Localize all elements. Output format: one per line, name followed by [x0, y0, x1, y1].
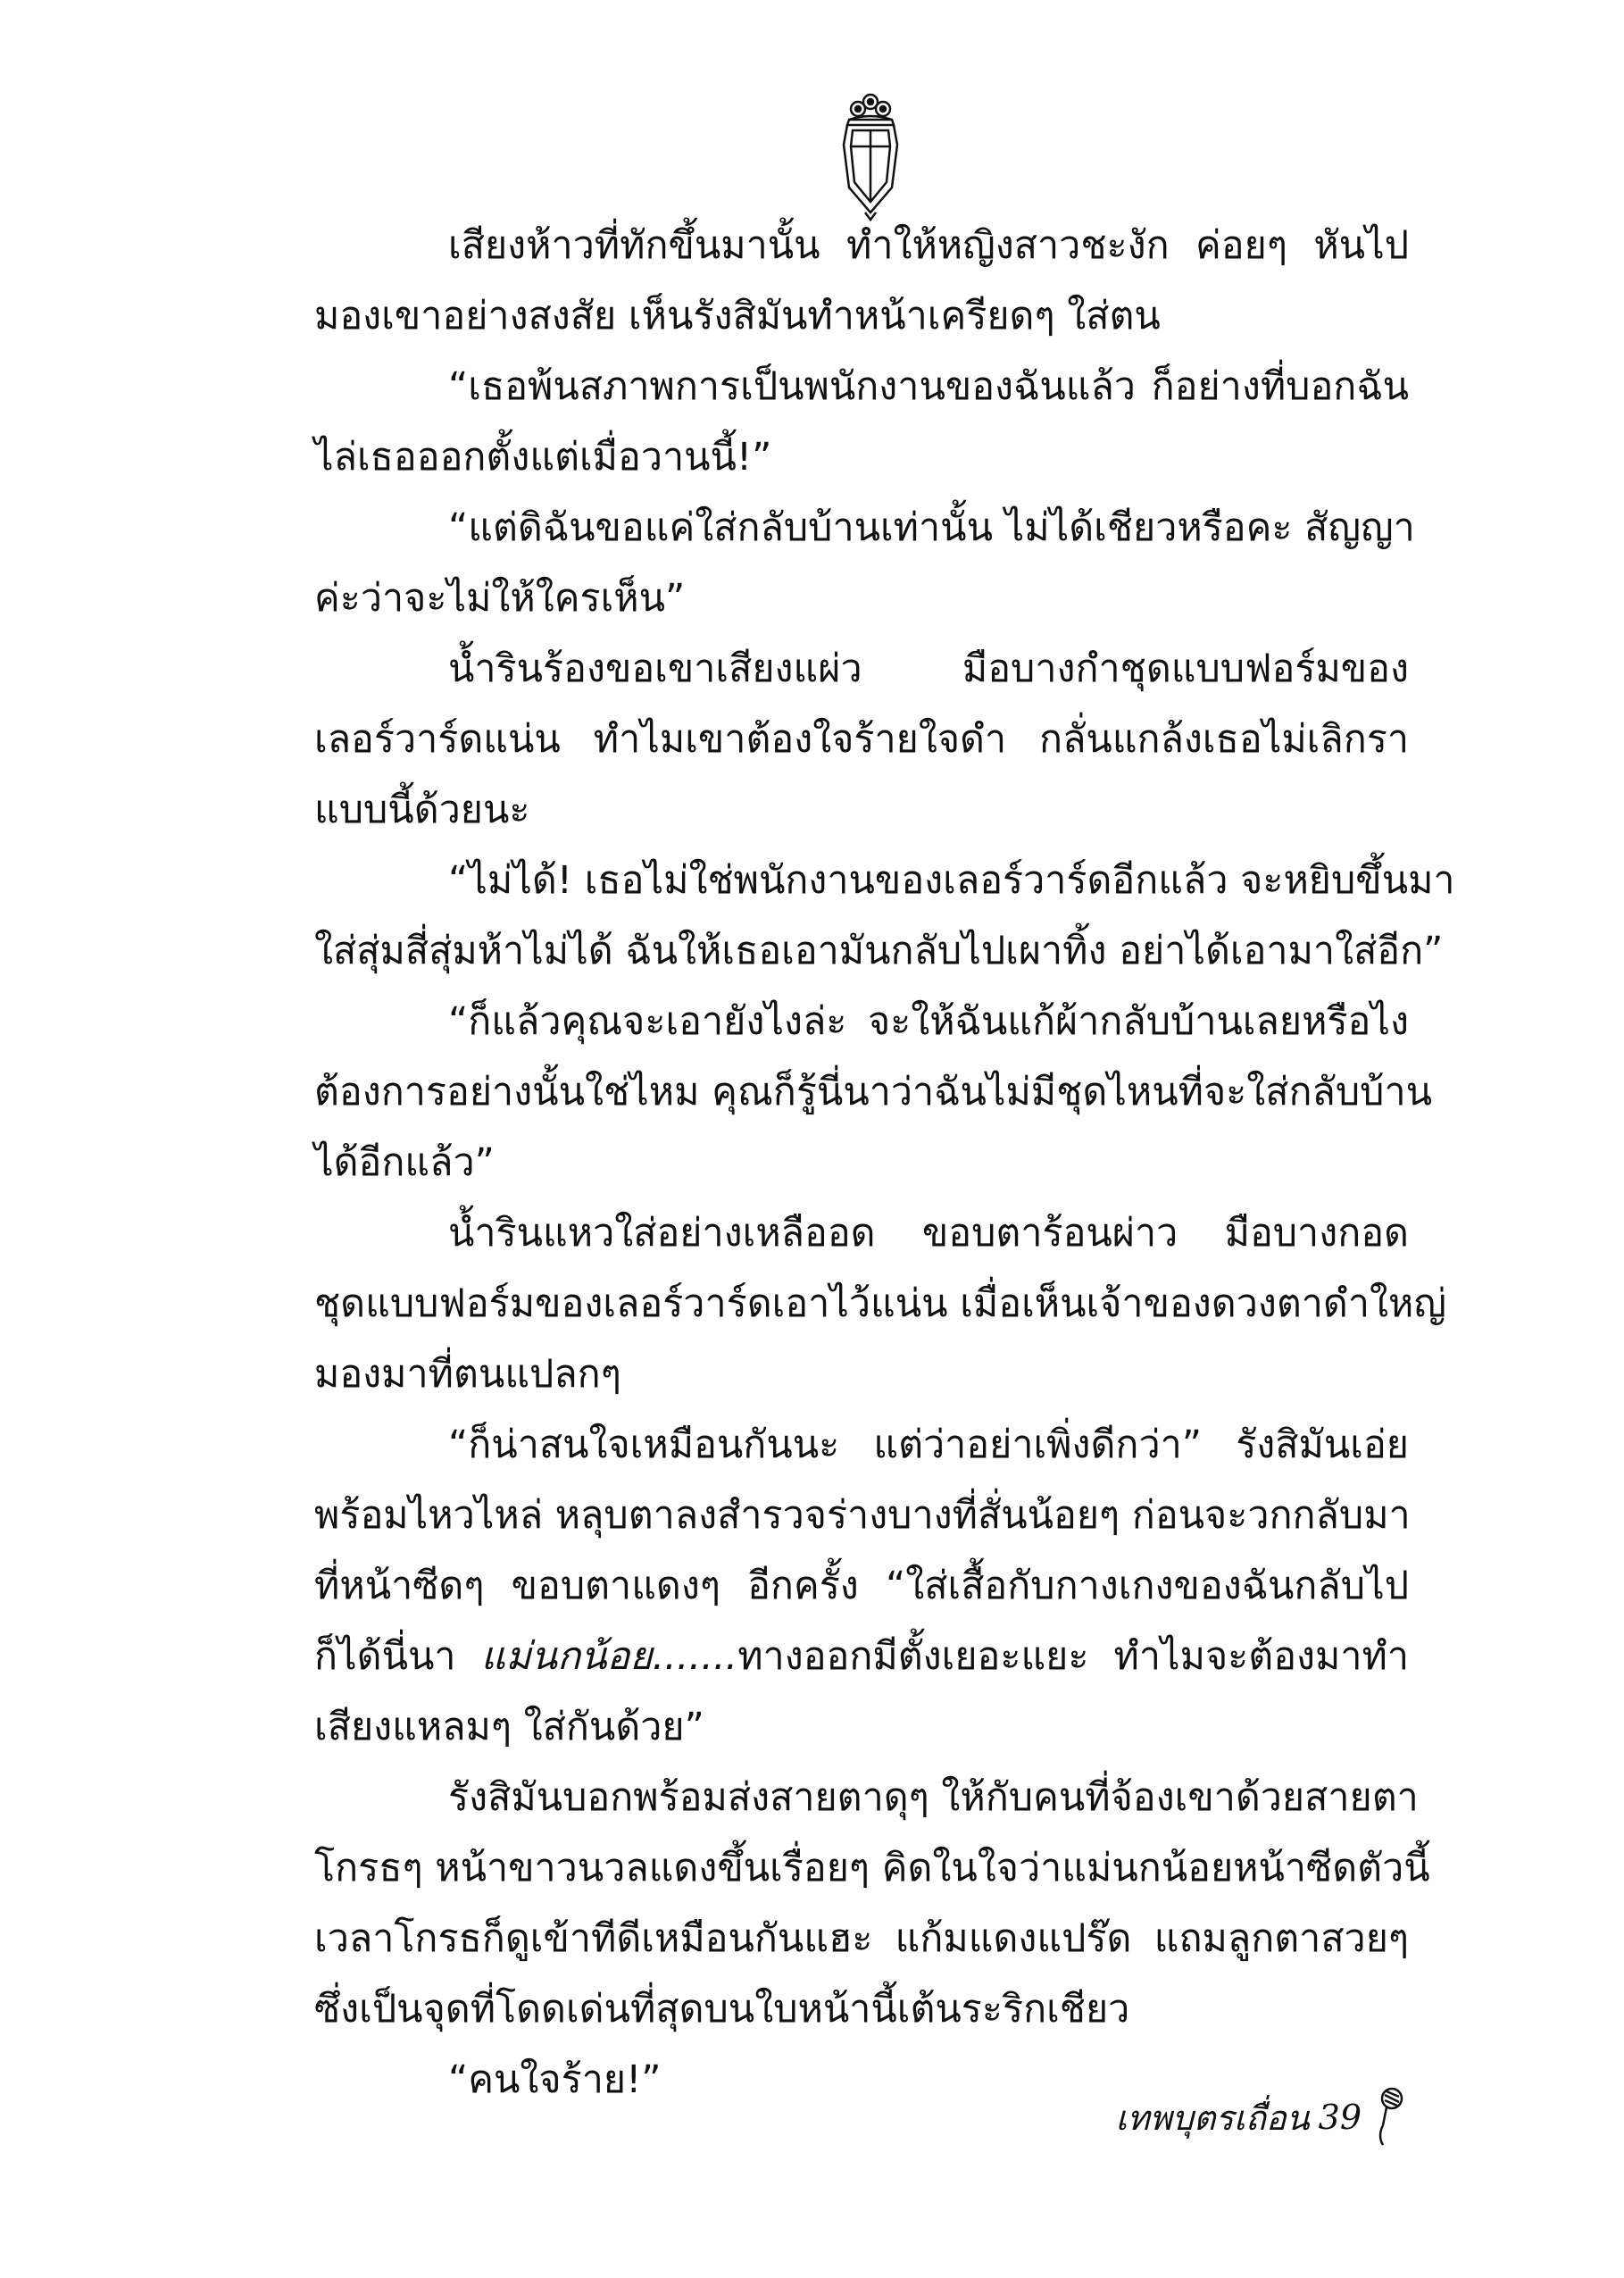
text-line: รังสิมันบอกพร้อมส่งสายตาดุๆ ให้กับคนที่จ้องเขาด้วยสายตา	[448, 1775, 1419, 1820]
text-line: ซึ่งเป็นจุดที่โดดเด่นที่สุดบนใบหน้านี้เต้นระริกเชียว	[314, 1987, 1130, 2032]
text-line: ได้อีกแล้ว”	[314, 1140, 495, 1185]
text-line: แบบนี้ด้วยนะ	[314, 788, 530, 832]
text-line: พร้อมไหวไหล่ หลุบตาลงสำรวจร่างบางที่สั่นน้อยๆ ก่อนจะวกกลับมา	[314, 1493, 1411, 1538]
page-footer	[1116, 2086, 1410, 2149]
text-line: น้ำรินแหวใส่อย่างเหลืออด ขอบตาร้อนผ่าว มือบางกอด	[448, 1211, 1409, 1256]
text-segment: ก็ได้นี่นา	[314, 1634, 456, 1679]
text-line: ต้องการอย่างนั้นใช่ไหม คุณก็รู้นี่นาว่าฉันไม่มีชุดไหนที่จะใส่กลับบ้าน	[314, 1070, 1433, 1114]
text-line: “คนใจร้าย!”	[448, 2057, 662, 2102]
text-line: ชุดแบบฟอร์มของเลอร์วาร์ดเอาไว้แน่น เมื่อเห็นเจ้าของดวงตาดำใหญ่	[314, 1281, 1446, 1326]
text-line: ไล่เธอออกตั้งแต่เมื่อวานนี้!”	[314, 435, 772, 480]
text-line: ใส่สุ่มสี่สุ่มห้าไม่ได้ ฉันให้เธอเอามันกลับไปเผาทิ้ง อย่าได้เอามาใส่อีก”	[314, 929, 1444, 973]
text-line: โกรธๆ หน้าขาวนวลแดงขึ้นเรื่อยๆ คิดในใจว่าแม่นกน้อยหน้าซีดตัวนี้	[314, 1846, 1430, 1890]
text-line: ค่ะว่าจะไม่ให้ใครเห็น”	[314, 576, 686, 621]
text-line: น้ำรินร้องขอเขาเสียงแผ่ว มือบางกำชุดแบบฟอร์มของ	[448, 647, 1409, 691]
lantern-ornament-icon	[835, 89, 906, 223]
book-title: เทพบุตรเถื่อน	[1115, 2098, 1310, 2138]
text-line: “เธอพ้นสภาพการเป็นพนักงานของฉันแล้ว ก็อย่างที่บอกฉัน	[448, 364, 1409, 409]
text-line: มองมาที่ตนแปลกๆ	[314, 1352, 621, 1397]
text-line: ที่หน้าซีดๆ ขอบตาแดงๆ อีกครั้ง “ใส่เสื้อกับกางเกงของฉันกลับไป	[314, 1564, 1409, 1608]
text-line: “แต่ดิฉันขอแค่ใส่กลับบ้านเท่านั้น ไม่ได้เชียวหรือคะ สัญญา	[448, 505, 1415, 550]
page-number: 39	[1318, 2098, 1362, 2137]
text-line: “ไม่ได้! เธอไม่ใช่พนักงานของเลอร์วาร์ดอีกแล้ว จะหยิบขึ้นมา	[448, 858, 1455, 903]
text-line-mixed	[314, 1622, 1409, 1692]
text-line: เวลาโกรธก็ดูเข้าทีดีเหมือนกันแฮะ แก้มแดงแปร๊ด แถมลูกตาสวยๆ	[314, 1916, 1409, 1961]
text-line: “ก็แล้วคุณจะเอายังไงล่ะ จะให้ฉันแก้ผ้ากลับบ้านเลยหรือไง	[448, 999, 1409, 1044]
text-line: เลอร์วาร์ดแน่น ทำไมเขาต้องใจร้ายใจดำ กลั่นแกล้งเธอไม่เลิกรา	[314, 717, 1409, 762]
microphone-icon	[1370, 2086, 1410, 2149]
page-body	[314, 211, 1455, 2115]
italic-segment: แม่นกน้อย.......	[480, 1634, 738, 1679]
text-line: เสียงแหลมๆ ใส่กันด้วย”	[314, 1705, 704, 1749]
text-line: เสียงห้าวที่ทักขึ้นมานั้น ทำให้หญิงสาวชะงัก ค่อยๆ หันไป	[448, 223, 1409, 268]
text-line: “ก็น่าสนใจเหมือนกันนะ แต่ว่าอย่าเพิ่งดีกว่า” รังสิมันเอ่ย	[448, 1423, 1409, 1467]
text-line: มองเขาอย่างสงสัย เห็นรังสิมันทำหน้าเครียดๆ ใส่ตน	[314, 294, 1161, 338]
text-segment: ทางออกมีตั้งเยอะแยะ ทำไมจะต้องมาทำ	[737, 1634, 1410, 1679]
